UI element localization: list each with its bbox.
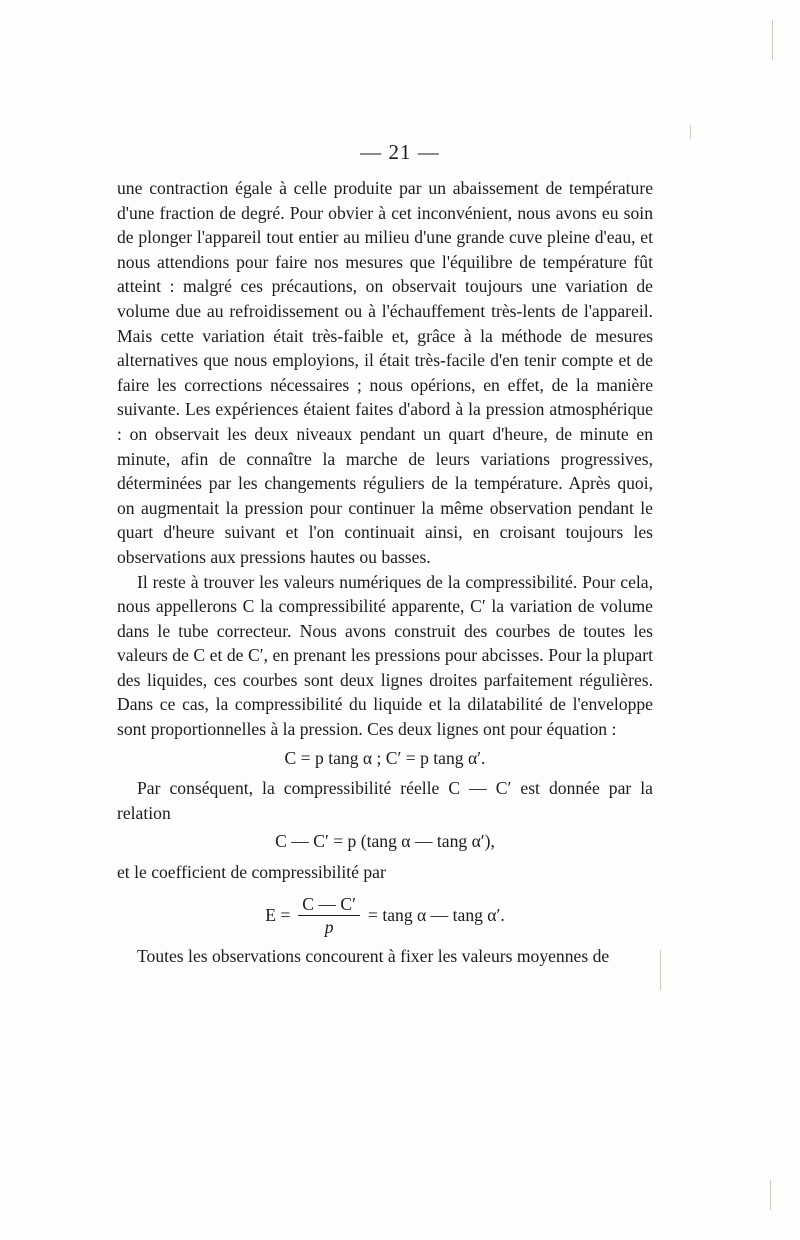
equation-3-lhs: E = bbox=[265, 904, 291, 925]
equation-2: C — C′ = p (tang α — tang α′), bbox=[275, 831, 495, 852]
fraction-denominator: p bbox=[324, 916, 334, 937]
scan-artifact bbox=[690, 125, 691, 139]
equation-3-rhs: = tang α — tang α′. bbox=[368, 904, 505, 925]
page-number: — 21 — bbox=[360, 140, 440, 164]
equation-1: C = p tang α ; C′ = p tang α′. bbox=[284, 747, 486, 768]
equation-3-fraction bbox=[298, 893, 360, 938]
paragraph-2: Il reste à trouver les valeurs numériques de la compressibilité. Pour cela, nous appellerons C la compressibilité apparente, C′ la variation de volume dans le tube correcteur. Nous avons construit des courbes de toutes les valeurs de C et de C′, en prenant les pressions pour abcisses. Pour la plupart des liquides, ces courbes sont deux lignes droites parfaitement régulières. Dans ce cas, la compressibilité du liquide et la dilatabilité de l'enveloppe sont proportionnelles à la pression. Ces deux lignes ont pour équation : bbox=[117, 571, 653, 740]
paragraph-4: et le coefficient de compressibilité par bbox=[117, 862, 386, 883]
paragraph-3: Par conséquent, la compressibilité réelle C — C′ est donnée par la relation bbox=[117, 778, 653, 823]
equation-3 bbox=[117, 893, 653, 938]
fraction-numerator: C — C′ bbox=[298, 893, 360, 916]
body-text bbox=[117, 176, 653, 968]
paragraph-1: une contraction égale à celle produite par un abaissement de température d'une fraction de degré. Pour obvier à cet inconvénient, nous avons eu soin de plonger l'appareil tout entier au milieu d'une grande cuve pleine d'eau, et nous attendions pour faire nos mesures que l'équilibre de température fût atteint : malgré ces précautions, on observait toujours une variation de volume due au refroidissement ou à l'échauffement très-lents de l'appareil. Mais cette variation était très-faible et, grâce à la méthode de mesures alternatives que nous employions, il était très-facile d'en tenir compte et de faire les corrections nécessaires ; nous opérions, en effet, de la manière suivante. Les expériences étaient faites d'abord à la pression atmosphérique : on observait les deux niveaux pendant un quart d'heure, de minute en minute, afin de connaître la marche de leurs variations progressives, déterminées par les changements réguliers de la température. Après quoi, on augmentait la pression pour continuer la même observation pendant le quart d'heure suivant et l'on continuait ainsi, en croisant toujours les observations aux pressions hautes ou basses. bbox=[117, 178, 653, 567]
scan-artifact bbox=[660, 950, 661, 990]
scan-artifact bbox=[770, 1180, 771, 1210]
scan-artifact bbox=[772, 20, 773, 60]
paragraph-5: Toutes les observations concourent à fixer les valeurs moyennes de bbox=[137, 945, 610, 966]
